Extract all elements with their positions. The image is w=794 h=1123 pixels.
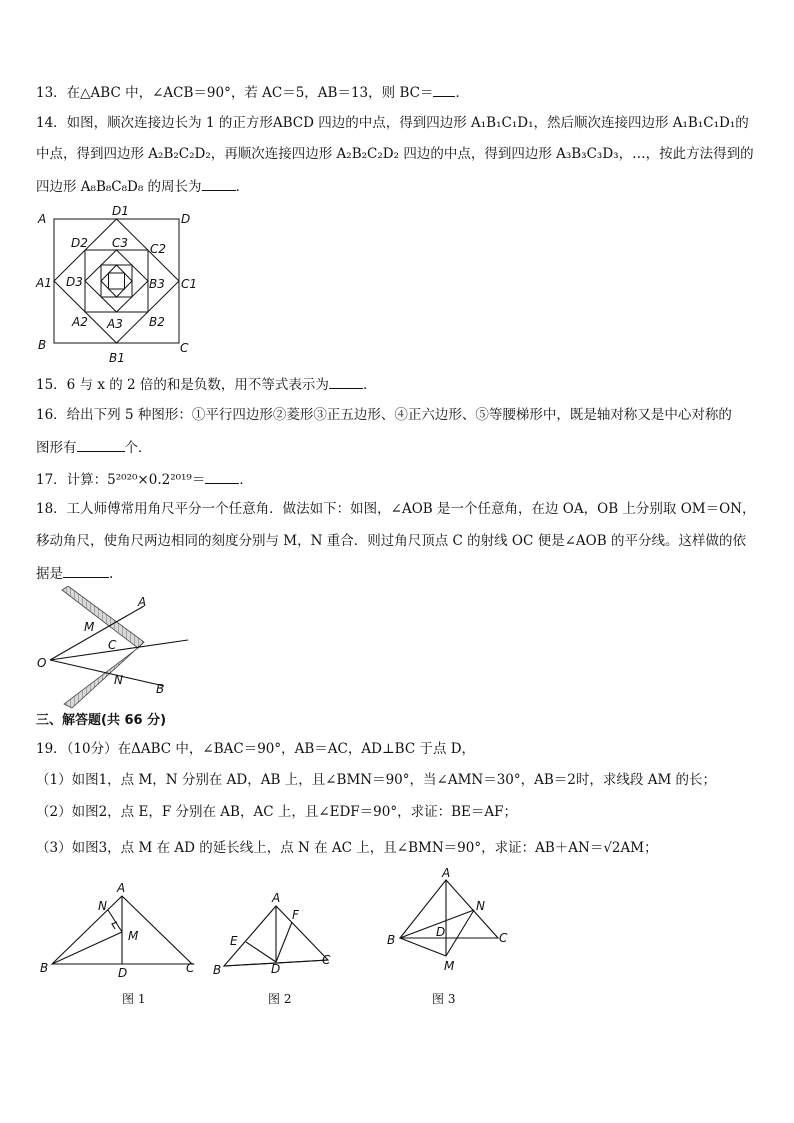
figure-3-caption: 图 3 <box>432 992 456 1006</box>
label-B: B <box>387 933 396 947</box>
angle-ruler-figure <box>34 586 194 710</box>
question-19-part-1: （1）如图1，点 M，N 分别在 AD，AB 上，且∠BMN＝90°，当∠AMN＝30°，AB＝2时，求线段 AM 的长； <box>36 772 717 788</box>
label-D2: D2 <box>71 236 88 250</box>
answer-blank[interactable] <box>205 469 239 484</box>
label-A: A <box>138 595 147 609</box>
label-B: B <box>213 963 222 977</box>
label-A: A <box>442 866 451 880</box>
label-M: M <box>444 959 455 973</box>
label-D: D <box>271 962 281 976</box>
square-a6b6c6d6 <box>109 273 125 289</box>
label-B3: B3 <box>149 277 165 291</box>
question-18-line-2: 移动角尺，使角尺两边相同的刻度分别与 M，N 重合．则过角尺顶点 C 的射线 OC 便是∠AOB 的平分线。这样做的依 <box>36 533 746 549</box>
label-C: C <box>108 638 117 652</box>
figure-1-caption: 图 1 <box>122 992 146 1006</box>
question-14-line-3: 四边形 A₈B₈C₈D₈ 的周长为 ． <box>36 176 249 196</box>
label-D: D <box>118 966 128 980</box>
label-B2: B2 <box>149 315 165 329</box>
question-13: 13．在△ABC 中，∠ACB＝90°，若 AC＝5，AB＝13，则 BC＝ ． <box>36 82 469 102</box>
figure-2 <box>210 890 340 982</box>
figure-3 <box>380 866 520 978</box>
question-16-line-1: 16．给出下列 5 种图形：①平行四边形②菱形③正五边形、④正六边形、⑤等腰梯形中，既是轴对称又是中心对称的 <box>36 407 732 423</box>
label-A1: A1 <box>36 276 52 290</box>
label-M: M <box>128 929 139 943</box>
label-N: N <box>98 899 107 913</box>
question-19-stem: 19．（10分）在ΔABC 中，∠BAC＝90°，AB＝AC，AD⊥BC 于点 D， <box>36 741 476 757</box>
question-16-line-2: 图形有 个． <box>36 437 152 457</box>
ray-OB <box>50 660 164 686</box>
answer-blank[interactable] <box>63 563 109 578</box>
label-D: D <box>436 925 446 939</box>
label-D: D <box>181 212 191 226</box>
section-heading: 三、解答题(共 66 分) <box>36 713 167 728</box>
label-C: C <box>180 341 189 355</box>
question-13-text: 13．在△ABC 中，∠ACB＝90°，若 AC＝5，AB＝13，则 BC＝ <box>36 85 434 101</box>
label-M: M <box>84 620 95 634</box>
nested-squares-figure <box>34 202 204 366</box>
answer-blank[interactable] <box>77 437 125 452</box>
label-E: E <box>230 934 238 948</box>
square-a3b3c3d3 <box>85 250 148 312</box>
label-A3: A3 <box>107 317 123 331</box>
label-N: N <box>114 673 123 687</box>
question-15: 15．6 与 x 的 2 倍的和是负数，用不等式表示为 ． <box>36 374 376 394</box>
square-a4b4c4d4 <box>101 265 132 297</box>
segment-BM <box>400 938 446 956</box>
figure-2-caption: 图 2 <box>268 992 292 1006</box>
square-a5b5c5d5 <box>101 265 132 297</box>
label-F: F <box>292 908 299 922</box>
segment-DE <box>246 942 276 962</box>
label-A: A <box>272 891 281 905</box>
segment-DF <box>276 922 292 962</box>
question-14-line-2: 中点，得到四边形 A₂B₂C₂D₂，再顺次连接四边形 A₂B₂C₂D₂ 四边的中点，得到四边形 A₃B₃C₃D₃，…，按此方法得到的 <box>36 146 754 162</box>
label-C: C <box>186 961 195 975</box>
label-A: A <box>117 881 126 895</box>
figure-1 <box>36 880 206 984</box>
label-C: C <box>499 931 508 945</box>
label-C1: C1 <box>181 277 198 291</box>
segment-MN <box>446 910 474 956</box>
label-D1: D1 <box>112 204 129 218</box>
label-C3: C3 <box>112 236 129 250</box>
label-C2: C2 <box>150 242 167 256</box>
question-19-part-3: （3）如图3，点 M 在 AD 的延长线上，点 N 在 AC 上，且∠BMN＝90°，求证：AB＋AN＝√2AM； <box>36 840 658 856</box>
answer-blank[interactable] <box>433 82 455 97</box>
question-14-line-1: 14．如图，顺次连接边长为 1 的正方形ABCD 四边的中点，得到四边形 A₁B₁C₁D₁，然后顺次连接四边形 A₁B₁C₁D₁的 <box>36 115 749 131</box>
answer-blank[interactable] <box>329 374 363 389</box>
ray-OC <box>50 640 188 660</box>
label-B1: B1 <box>109 351 125 365</box>
question-18-line-1: 18．工人师傅常用角尺平分一个任意角．做法如下：如图，∠AOB 是一个任意角，在边 OA，OB 上分别取 OM＝ON， <box>36 501 756 517</box>
label-A2: A2 <box>72 315 88 329</box>
label-O: O <box>37 656 47 670</box>
ruler-arm-upper <box>62 586 147 648</box>
label-B: B <box>156 682 165 696</box>
question-18-line-3: 据是 . <box>36 563 113 583</box>
question-17: 17．计算：5²⁰²⁰×0.2²⁰¹⁹＝ ． <box>36 469 253 489</box>
label-D3: D3 <box>66 275 83 289</box>
segment-BM <box>52 932 122 964</box>
square-a2b2c2d2 <box>85 250 148 312</box>
label-A: A <box>38 212 47 226</box>
label-N: N <box>476 899 485 913</box>
label-B: B <box>40 961 49 975</box>
question-19-part-2: （2）如图2，点 E，F 分别在 AB，AC 上，且∠EDF＝90°，求证：BE＝AF； <box>36 804 517 820</box>
answer-blank[interactable] <box>202 176 236 191</box>
label-B: B <box>38 338 47 352</box>
label-C: C <box>322 953 331 967</box>
